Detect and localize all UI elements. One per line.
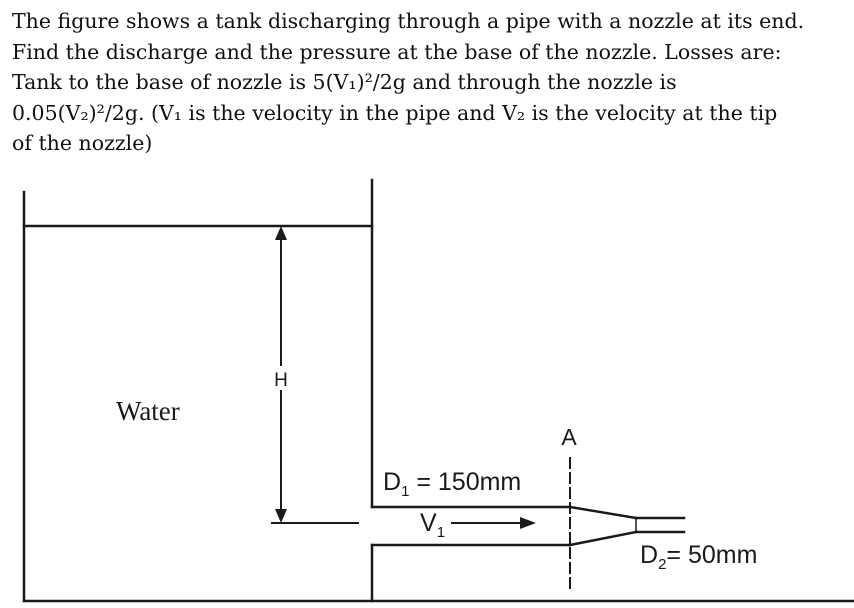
pipe-velocity-label: $V_1$ bbox=[420, 509, 446, 541]
height-arrow-bottom bbox=[275, 509, 287, 523]
height-arrow-top bbox=[275, 226, 287, 240]
height-label: H bbox=[274, 370, 288, 391]
nozzle-top-taper bbox=[570, 507, 636, 518]
problem-line-1: The figure shows a tank discharging through a pipe with a nozzle at its end. bbox=[12, 9, 805, 33]
problem-line-2: Find the discharge and the pressure at the base of the nozzle. Losses are: bbox=[12, 39, 782, 64]
section-a-label: A bbox=[561, 424, 577, 450]
nozzle-bottom-taper bbox=[570, 532, 636, 545]
velocity-arrowhead bbox=[520, 517, 536, 529]
problem-line-4: 0.05(V₂)²/2g. (V₁ is the velocity in the pipe and V₂ is the velocity at the tip bbox=[12, 100, 778, 125]
problem-line-5: of the nozzle) bbox=[12, 131, 153, 155]
nozzle-diameter-label: $D_2= 50mm$ bbox=[640, 541, 758, 573]
problem-line-3: Tank to the base of nozzle is 5(V₁)²/2g and through the nozzle is bbox=[12, 70, 677, 94]
pipe-diameter-label: $D_1 = 150mm$ bbox=[383, 468, 522, 500]
tank-label: Water bbox=[116, 396, 180, 426]
